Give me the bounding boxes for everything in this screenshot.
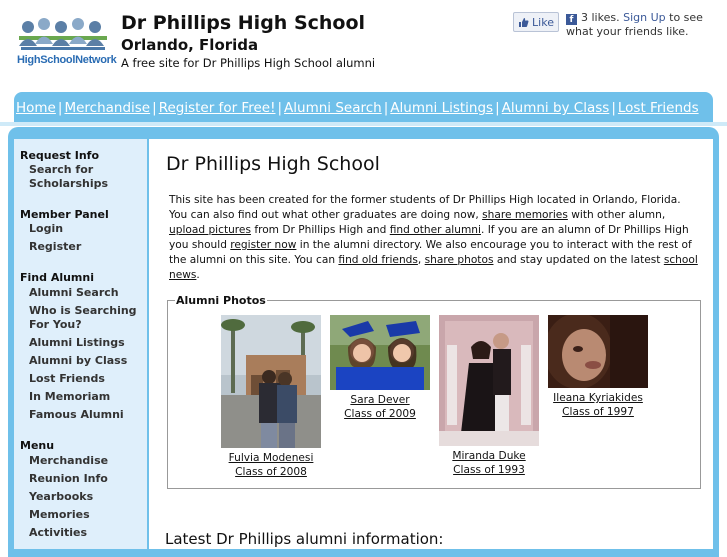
like-label: Like bbox=[532, 15, 554, 29]
sidebar-item-lost-friends[interactable]: Lost Friends bbox=[29, 372, 105, 385]
nav-merchandise[interactable]: Merchandise bbox=[64, 100, 151, 116]
facebook-icon: f bbox=[566, 14, 577, 25]
nav-separator: | bbox=[277, 100, 283, 116]
sidebar-item-scholarships[interactable]: Search for Scholarships bbox=[29, 163, 109, 190]
nav-alumni-search[interactable]: Alumni Search bbox=[284, 100, 382, 116]
nav-register[interactable]: Register for Free! bbox=[158, 100, 276, 116]
find-old-friends-link[interactable]: find old friends bbox=[338, 254, 418, 266]
nav-divider bbox=[0, 122, 727, 126]
sidebar-item-who-is-searching[interactable]: Who is Searching For You? bbox=[29, 304, 137, 331]
sidebar-item-alumni-listings[interactable]: Alumni Listings bbox=[29, 336, 125, 349]
sidebar-item-alumni-search[interactable]: Alumni Search bbox=[29, 286, 119, 299]
page-title: Dr Phillips High School bbox=[166, 153, 380, 175]
alumni-name[interactable]: Ileana Kyriakides bbox=[553, 392, 643, 404]
nav-separator: | bbox=[152, 100, 157, 116]
nav-alumni-listings[interactable]: Alumni Listings bbox=[390, 100, 494, 116]
sidebar-heading-member-panel: Member Panel bbox=[20, 208, 109, 221]
site-tagline: A free site for Dr Phillips High School alumni bbox=[121, 56, 376, 70]
alumni-name[interactable]: Miranda Duke bbox=[452, 450, 526, 462]
site-title: Dr Phillips High School bbox=[121, 12, 366, 34]
alumni-name[interactable]: Fulvia Modenesi bbox=[228, 452, 314, 464]
sidebar-item-login[interactable]: Login bbox=[29, 222, 64, 235]
sidebar-item-reunion-info[interactable]: Reunion Info bbox=[29, 472, 108, 485]
intro-text: . If you are an alumn of Dr Phillips High you should bbox=[169, 224, 689, 251]
facebook-likes-text bbox=[566, 11, 716, 39]
nav-separator: | bbox=[57, 100, 63, 116]
sidebar-item-alumni-by-class[interactable]: Alumni by Class bbox=[29, 354, 128, 367]
facebook-signup-link[interactable]: Sign Up bbox=[623, 11, 666, 24]
logo-text: HighSchoolNetwork bbox=[17, 54, 117, 66]
register-now-link[interactable]: register now bbox=[230, 239, 297, 251]
alumni-class[interactable]: Class of 1997 bbox=[562, 406, 634, 418]
sidebar-heading-find-alumni: Find Alumni bbox=[20, 271, 94, 284]
sidebar-item-merchandise[interactable]: Merchandise bbox=[29, 454, 109, 467]
facebook-like-button[interactable] bbox=[513, 12, 559, 32]
sidebar-item-famous-alumni[interactable]: Famous Alumni bbox=[29, 408, 124, 421]
alumni-photo-caption[interactable] bbox=[429, 449, 549, 477]
sidebar-heading-request-info: Request Info bbox=[20, 149, 99, 162]
sidebar-heading-menu: Menu bbox=[20, 439, 55, 452]
nav-links bbox=[16, 100, 699, 116]
latest-info-heading: Latest Dr Phillips alumni information: bbox=[165, 530, 444, 548]
nav-lost-friends[interactable]: Lost Friends bbox=[617, 100, 699, 116]
alumni-photo-card[interactable] bbox=[548, 315, 648, 418]
site-location: Orlando, Florida bbox=[121, 36, 259, 54]
intro-text: and stay updated on the latest bbox=[493, 254, 664, 266]
find-other-alumni-link[interactable]: find other alumni bbox=[389, 224, 481, 236]
nav-home[interactable]: Home bbox=[16, 100, 56, 116]
intro-text: in the alumni directory. We also encourage you to interact with the rest of the alumni on this site. You can bbox=[169, 239, 692, 266]
intro-text: This site has been created for the former students of Dr Phillips High located in Orlando, Florida. You can also find out what other graduates are doing now, bbox=[169, 194, 681, 221]
likes-count: 3 likes. bbox=[581, 11, 620, 24]
nav-separator: | bbox=[611, 100, 616, 116]
alumni-photo-caption[interactable] bbox=[211, 451, 331, 479]
alumni-photo[interactable] bbox=[330, 315, 430, 390]
alumni-photo-caption[interactable] bbox=[538, 391, 658, 419]
alumni-class[interactable]: Class of 2009 bbox=[344, 408, 416, 420]
intro-text: . bbox=[196, 269, 200, 281]
alumni-photo[interactable] bbox=[221, 315, 321, 448]
alumni-photo[interactable] bbox=[439, 315, 539, 446]
alumni-photos-legend: Alumni Photos bbox=[176, 294, 266, 307]
alumni-photo-card[interactable] bbox=[439, 315, 539, 476]
sidebar-item-memories[interactable]: Memories bbox=[29, 508, 90, 521]
alumni-class[interactable]: Class of 2008 bbox=[235, 466, 307, 478]
alumni-photo[interactable] bbox=[548, 315, 648, 388]
facebook-rest-text: to see what your friends like. bbox=[566, 11, 703, 38]
school-news-link[interactable]: school news bbox=[169, 254, 698, 281]
sidebar-item-in-memoriam[interactable]: In Memoriam bbox=[29, 390, 111, 403]
alumni-name[interactable]: Sara Dever bbox=[350, 394, 410, 406]
upload-pictures-link[interactable]: upload pictures bbox=[169, 224, 251, 236]
nav-separator: | bbox=[495, 100, 500, 116]
people-network-icon bbox=[17, 14, 109, 54]
sidebar-item-register[interactable]: Register bbox=[29, 240, 82, 253]
nav-separator: | bbox=[383, 100, 389, 116]
thumbs-up-icon bbox=[518, 17, 529, 28]
sidebar-item-yearbooks[interactable]: Yearbooks bbox=[29, 490, 94, 503]
alumni-photo-card[interactable] bbox=[330, 315, 430, 420]
intro-paragraph bbox=[169, 193, 701, 283]
share-memories-link[interactable]: share memories bbox=[482, 209, 568, 221]
nav-alumni-by-class[interactable]: Alumni by Class bbox=[501, 100, 610, 116]
header bbox=[0, 0, 727, 92]
alumni-class[interactable]: Class of 1993 bbox=[453, 464, 525, 476]
alumni-photo-caption[interactable] bbox=[320, 393, 440, 421]
intro-text: from Dr Phillips High and bbox=[250, 224, 390, 236]
top-navigation bbox=[14, 92, 713, 125]
sidebar-item-activities[interactable]: Activities bbox=[29, 526, 88, 539]
intro-text: with other alumn, bbox=[567, 209, 666, 221]
share-photos-link[interactable]: share photos bbox=[424, 254, 494, 266]
intro-text: , bbox=[417, 254, 425, 266]
site-logo[interactable] bbox=[17, 14, 117, 70]
alumni-photo-card[interactable] bbox=[221, 315, 321, 478]
